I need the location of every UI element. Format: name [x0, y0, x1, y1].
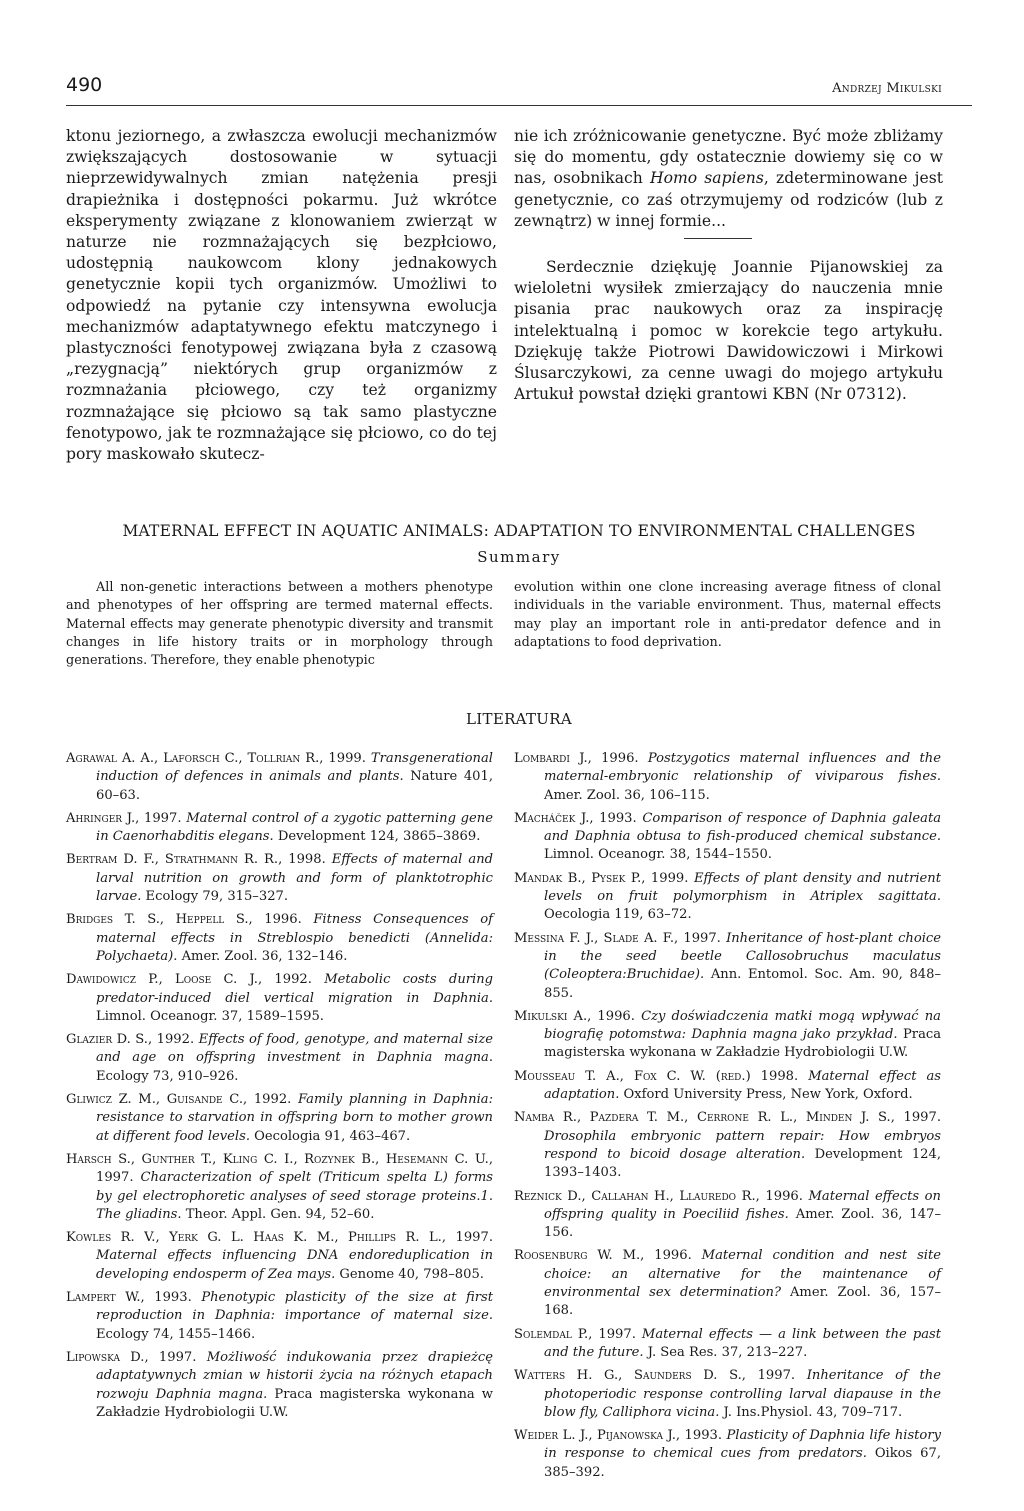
reference-source: Limnol. Oceanogr. 37, 1589–1595.	[96, 1008, 324, 1024]
references-right-column	[514, 750, 941, 1487]
reference-source: Ann. Entomol. Soc. Am. 90, 848–855.	[544, 967, 941, 1001]
reference-source: Amer. Zool. 36, 132–146.	[181, 948, 348, 964]
page-number: 490	[66, 74, 103, 96]
reference-authors: Lipowska D., 1997.	[66, 1349, 197, 1365]
reference-title: Maternal condition and nest site choice: an alternative for the maintenance of environmental sex determination?	[544, 1248, 941, 1301]
reference-authors: Agrawal A. A., Laforsch C., Tollrian R., 1999.	[66, 751, 366, 766]
reference-authors: Mandak B., Pysek P., 1999.	[514, 870, 689, 886]
reference-entry	[514, 1326, 941, 1363]
reference-entry	[514, 810, 941, 865]
reference-entry	[66, 1031, 493, 1086]
body-continuation	[514, 126, 943, 232]
section-separator	[684, 238, 752, 239]
reference-authors: Glazier D. S., 1992.	[66, 1032, 195, 1048]
summary-text-right: evolution within one clone increasing average fitness of clonal individuals in the variable environment. Thus, maternal effects may play an important role in anti-predator defence and in adaptations to food deprivation.	[514, 580, 941, 650]
reference-source: Ecology 79, 315–327.	[145, 889, 289, 905]
reference-entry	[514, 870, 941, 925]
reference-source: J. Ins.Physiol. 43, 709–717.	[723, 1404, 903, 1420]
body-right-column	[514, 126, 943, 405]
reference-source: Theor. Appl. Gen. 94, 52–60.	[185, 1206, 375, 1222]
reference-source: Oxford University Press, New York, Oxford.	[623, 1087, 913, 1103]
running-head-author: Andrzej Mikulski	[832, 81, 942, 96]
summary-text-left: All non-genetic interactions between a mothers phenotype and phenotypes of her offspring are termed maternal effects. Maternal effects may generate phenotypic diversity and transmit changes in life history traits or in morphology through generations. Therefore, they enable phenotypic	[66, 580, 493, 669]
reference-title: Maternal effect as adaptation.	[544, 1068, 942, 1103]
reference-source: Oecologia 91, 463–467.	[254, 1128, 411, 1144]
reference-source: Genome 40, 798–805.	[339, 1266, 484, 1282]
reference-source: Amer. Zool. 36, 157–168.	[544, 1285, 942, 1319]
reference-source: J. Sea Res. 37, 213–227.	[647, 1344, 808, 1360]
reference-title: Effects of plant density and nutrient levels on fruit polymorphism in Atriplex sagittata.	[544, 870, 942, 905]
summary-right-column	[514, 579, 941, 652]
reference-authors: Bertram D. F., Strathmann R. R., 1998.	[66, 852, 326, 868]
reference-title: Characterization of spelt (Triticum spelta L) forms by gel electrophoretic analyses of seed storage proteins.1. The gliadins.	[96, 1170, 493, 1222]
reference-title: Effects of maternal and larval nutrition on growth and form of planktotrophic larvae.	[96, 852, 494, 905]
reference-title: Maternal effects influencing DNA endoreduplication in developing endosperm of Zea mays.	[96, 1248, 493, 1282]
reference-source: Limnol. Oceanogr. 38, 1544–1550.	[544, 847, 772, 863]
reference-source: Amer. Zool. 36, 106–115.	[544, 787, 710, 803]
reference-authors: Lampert W., 1993.	[66, 1290, 192, 1306]
reference-authors: Ahringer J., 1997.	[66, 810, 182, 826]
reference-title: Maternal effects — a link between the past and the future.	[544, 1326, 941, 1360]
reference-source: Oecologia 119, 63–72.	[544, 907, 692, 923]
summary-label: Summary	[477, 548, 561, 566]
reference-source: Development 124, 3865–3869.	[277, 829, 481, 845]
reference-title: Effects of food, genotype, and maternal size and age on offspring investment in Daphnia magna.	[96, 1032, 493, 1066]
reference-entry	[514, 1427, 941, 1482]
reference-authors: Harsch S., Gunther T., Kling C. I., Rozynek B., Hesemann C. U., 1997.	[66, 1151, 493, 1186]
summary-title: MATERNAL EFFECT IN AQUATIC ANIMALS: ADAPTATION TO ENVIRONMENTAL CHALLENGES	[122, 522, 916, 540]
reference-authors: Namba R., Pazdera T. M., Cerrone R. L., Minden J. S., 1997.	[514, 1110, 941, 1126]
reference-entry	[66, 851, 493, 906]
reference-source: Amer. Zool. 36, 147–156.	[544, 1206, 941, 1241]
reference-title: Transgenerational induction of defences in animals and plants.	[96, 751, 493, 785]
reference-authors: Solemdal P., 1997.	[514, 1326, 636, 1342]
reference-title: Inheritance of the photoperiodic response controlling larval diapause in the blow fly, Calliphora vicina.	[544, 1368, 941, 1420]
reference-entry	[514, 1367, 941, 1422]
reference-entry	[66, 1091, 493, 1146]
reference-entry	[514, 1247, 941, 1320]
reference-title: Comparison of responce of Daphnia galeata and Daphnia obtusa to fish-produced chemical substance.	[544, 810, 942, 845]
page-header	[66, 74, 972, 106]
reference-title: Phenotypic plasticity of the size at first reproduction in Daphnia: importance of maternal size.	[96, 1290, 493, 1324]
reference-entry	[66, 1229, 493, 1284]
reference-source: Ecology 74, 1455–1466.	[96, 1326, 256, 1342]
references-left-column	[66, 750, 493, 1427]
body-continuation-start: nie ich zróżnicowanie genetyczne. Być może zbliżamy się do momentu, gdy ostatecznie dowiemy się co w nas, osobnikach	[514, 127, 943, 188]
acknowledgement: Serdecznie dziękuję Joannie Pijanowskiej za wieloletni wysiłek zmierzający do nauczenia mnie pisania prac naukowych oraz za inspirację intelektualną i pomoc w korekcie tego artykułu. Dziękuję także Piotrowi Dawidowiczowi i Mirkowi Ślusarczykowi, za cenne uwagi do mojego artykułu Artukuł powstał dzięki grantowi KBN (Nr 07312).	[514, 258, 943, 404]
reference-entry	[514, 750, 941, 805]
reference-title: Inheritance of host-plant choice in the seed beetle Callosobruchus maculatus (Coleoptera:Bruchidae).	[544, 930, 941, 983]
literature-title: LITERATURA	[466, 710, 572, 728]
reference-authors: Bridges T. S., Heppell S., 1996.	[66, 912, 302, 928]
reference-authors: Gliwicz Z. M., Guisande C., 1992.	[66, 1092, 292, 1108]
reference-authors: Weider L. J., Pijanowska J., 1993.	[514, 1428, 723, 1444]
reference-authors: Mikulski A., 1996.	[514, 1008, 635, 1024]
reference-authors: Kowles R. V., Yerk G. L. Haas K. M., Phillips R. L., 1997.	[66, 1230, 493, 1246]
reference-entry	[514, 1008, 941, 1063]
reference-source: Praca magisterska wykonana w Zakładzie Hydrobiologii U.W.	[96, 1386, 493, 1420]
reference-authors: Macháček J., 1993.	[514, 810, 637, 826]
reference-title: Family planning in Daphnia: resistance to starvation in offspring born to mother grown at different food levels.	[96, 1092, 493, 1144]
reference-entry	[514, 930, 941, 1003]
reference-title: Maternal control of a zygotic patterning gene in Caenorhabditis elegans.	[96, 810, 493, 845]
species-name: Homo sapiens	[649, 169, 764, 188]
reference-authors: Lombardi J., 1996.	[514, 751, 639, 766]
summary-left-column	[66, 579, 493, 670]
reference-title: Drosophila embryonic pattern repair: How embryos respond to bicoid dosage alteration.	[544, 1128, 941, 1162]
reference-source: Praca magisterska wykonana w Zakładzie Hydrobiologii U.W.	[544, 1027, 942, 1061]
reference-entry	[514, 1068, 941, 1105]
reference-title: Możliwość indukowania przez drapieżcę adaptatywnych zmian w historii życia na różnych etapach rozwoju Daphnia magna.	[96, 1349, 493, 1402]
reference-source: Development 124, 1393–1403.	[544, 1146, 941, 1181]
reference-title: Plasticity of Daphnia life history in response to chemical cues from predators.	[544, 1428, 941, 1462]
body-left-column	[66, 126, 497, 465]
reference-authors: Reznick D., Callahan H., Llauredo R., 1996.	[514, 1188, 803, 1204]
body-continuation-end: , zdeterminowane jest genetycznie, co zaś otrzymujemy od rodziców (lub z zewnątrz) w innej formie...	[514, 169, 943, 230]
reference-authors: Dawidowicz P., Loose C. J., 1992.	[66, 972, 312, 988]
reference-source: Ecology 73, 910–926.	[96, 1068, 239, 1084]
reference-entry	[66, 971, 493, 1026]
reference-title: Postzygotics maternal influences and the maternal-embryonic relationship of viviparous fishes.	[544, 751, 941, 785]
reference-source: Oikos 67, 385–392.	[544, 1446, 941, 1480]
reference-authors: Messina F. J., Slade A. F., 1997.	[514, 930, 721, 946]
reference-title: Fitness Consequences of maternal effects in Streblospio benedicti (Annelida: Polychaeta).	[96, 912, 493, 964]
reference-entry	[66, 1349, 493, 1422]
reference-entry	[514, 1109, 941, 1182]
reference-entry	[514, 1188, 941, 1243]
reference-entry	[66, 750, 493, 805]
reference-entry	[66, 1289, 493, 1344]
reference-authors: Watters H. G., Saunders D. S., 1997.	[514, 1368, 796, 1384]
reference-title: Maternal effects on offspring quality in Poeciliid fishes.	[544, 1188, 941, 1222]
header-rule	[66, 105, 972, 106]
reference-title: Metabolic costs during predator-induced diel vertical migration in Daphnia.	[96, 972, 494, 1006]
reference-title: Czy doświadczenia matki mogą wpływać na biografię potomstwa: Daphnia magna jako przykład.	[544, 1008, 941, 1043]
body-paragraph: ktonu jeziornego, a zwłaszcza ewolucji mechanizmów zwiększających dostosowanie w sytuacji nieprzewidywalnych zmian natężenia presji drapieżnika i dostępności pokarmu. Już wkrótce eksperymenty związane z klonowaniem zwierząt w naturze nie rozmnażających się bezpłciowo, udostępnią naukowcom klony jednakowych genetycznie kopii tych organizmów. Umożliwi to odpowiedź na pytanie czy intensywna ewolucja mechanizmów adaptatywnego efektu matczynego i plastyczności fenotypowej związana była z czasową „rezygnacją” niektórych grup organizmów z rozmnażania płciowego, czy też organizmy rozmnażające się płciowo są tak samo plastyczne fenotypowo, jak te rozmnażające się płciowo, co do tej pory maskowało skutecz-	[66, 127, 497, 464]
reference-entry	[66, 1151, 493, 1224]
reference-authors: Roosenburg W. M., 1996.	[514, 1248, 692, 1264]
reference-source: Nature 401, 60–63.	[96, 769, 493, 803]
reference-authors: Mousseau T. A., Fox C. W. (red.) 1998.	[514, 1068, 799, 1084]
reference-entry	[66, 911, 493, 966]
reference-entry	[66, 810, 493, 847]
